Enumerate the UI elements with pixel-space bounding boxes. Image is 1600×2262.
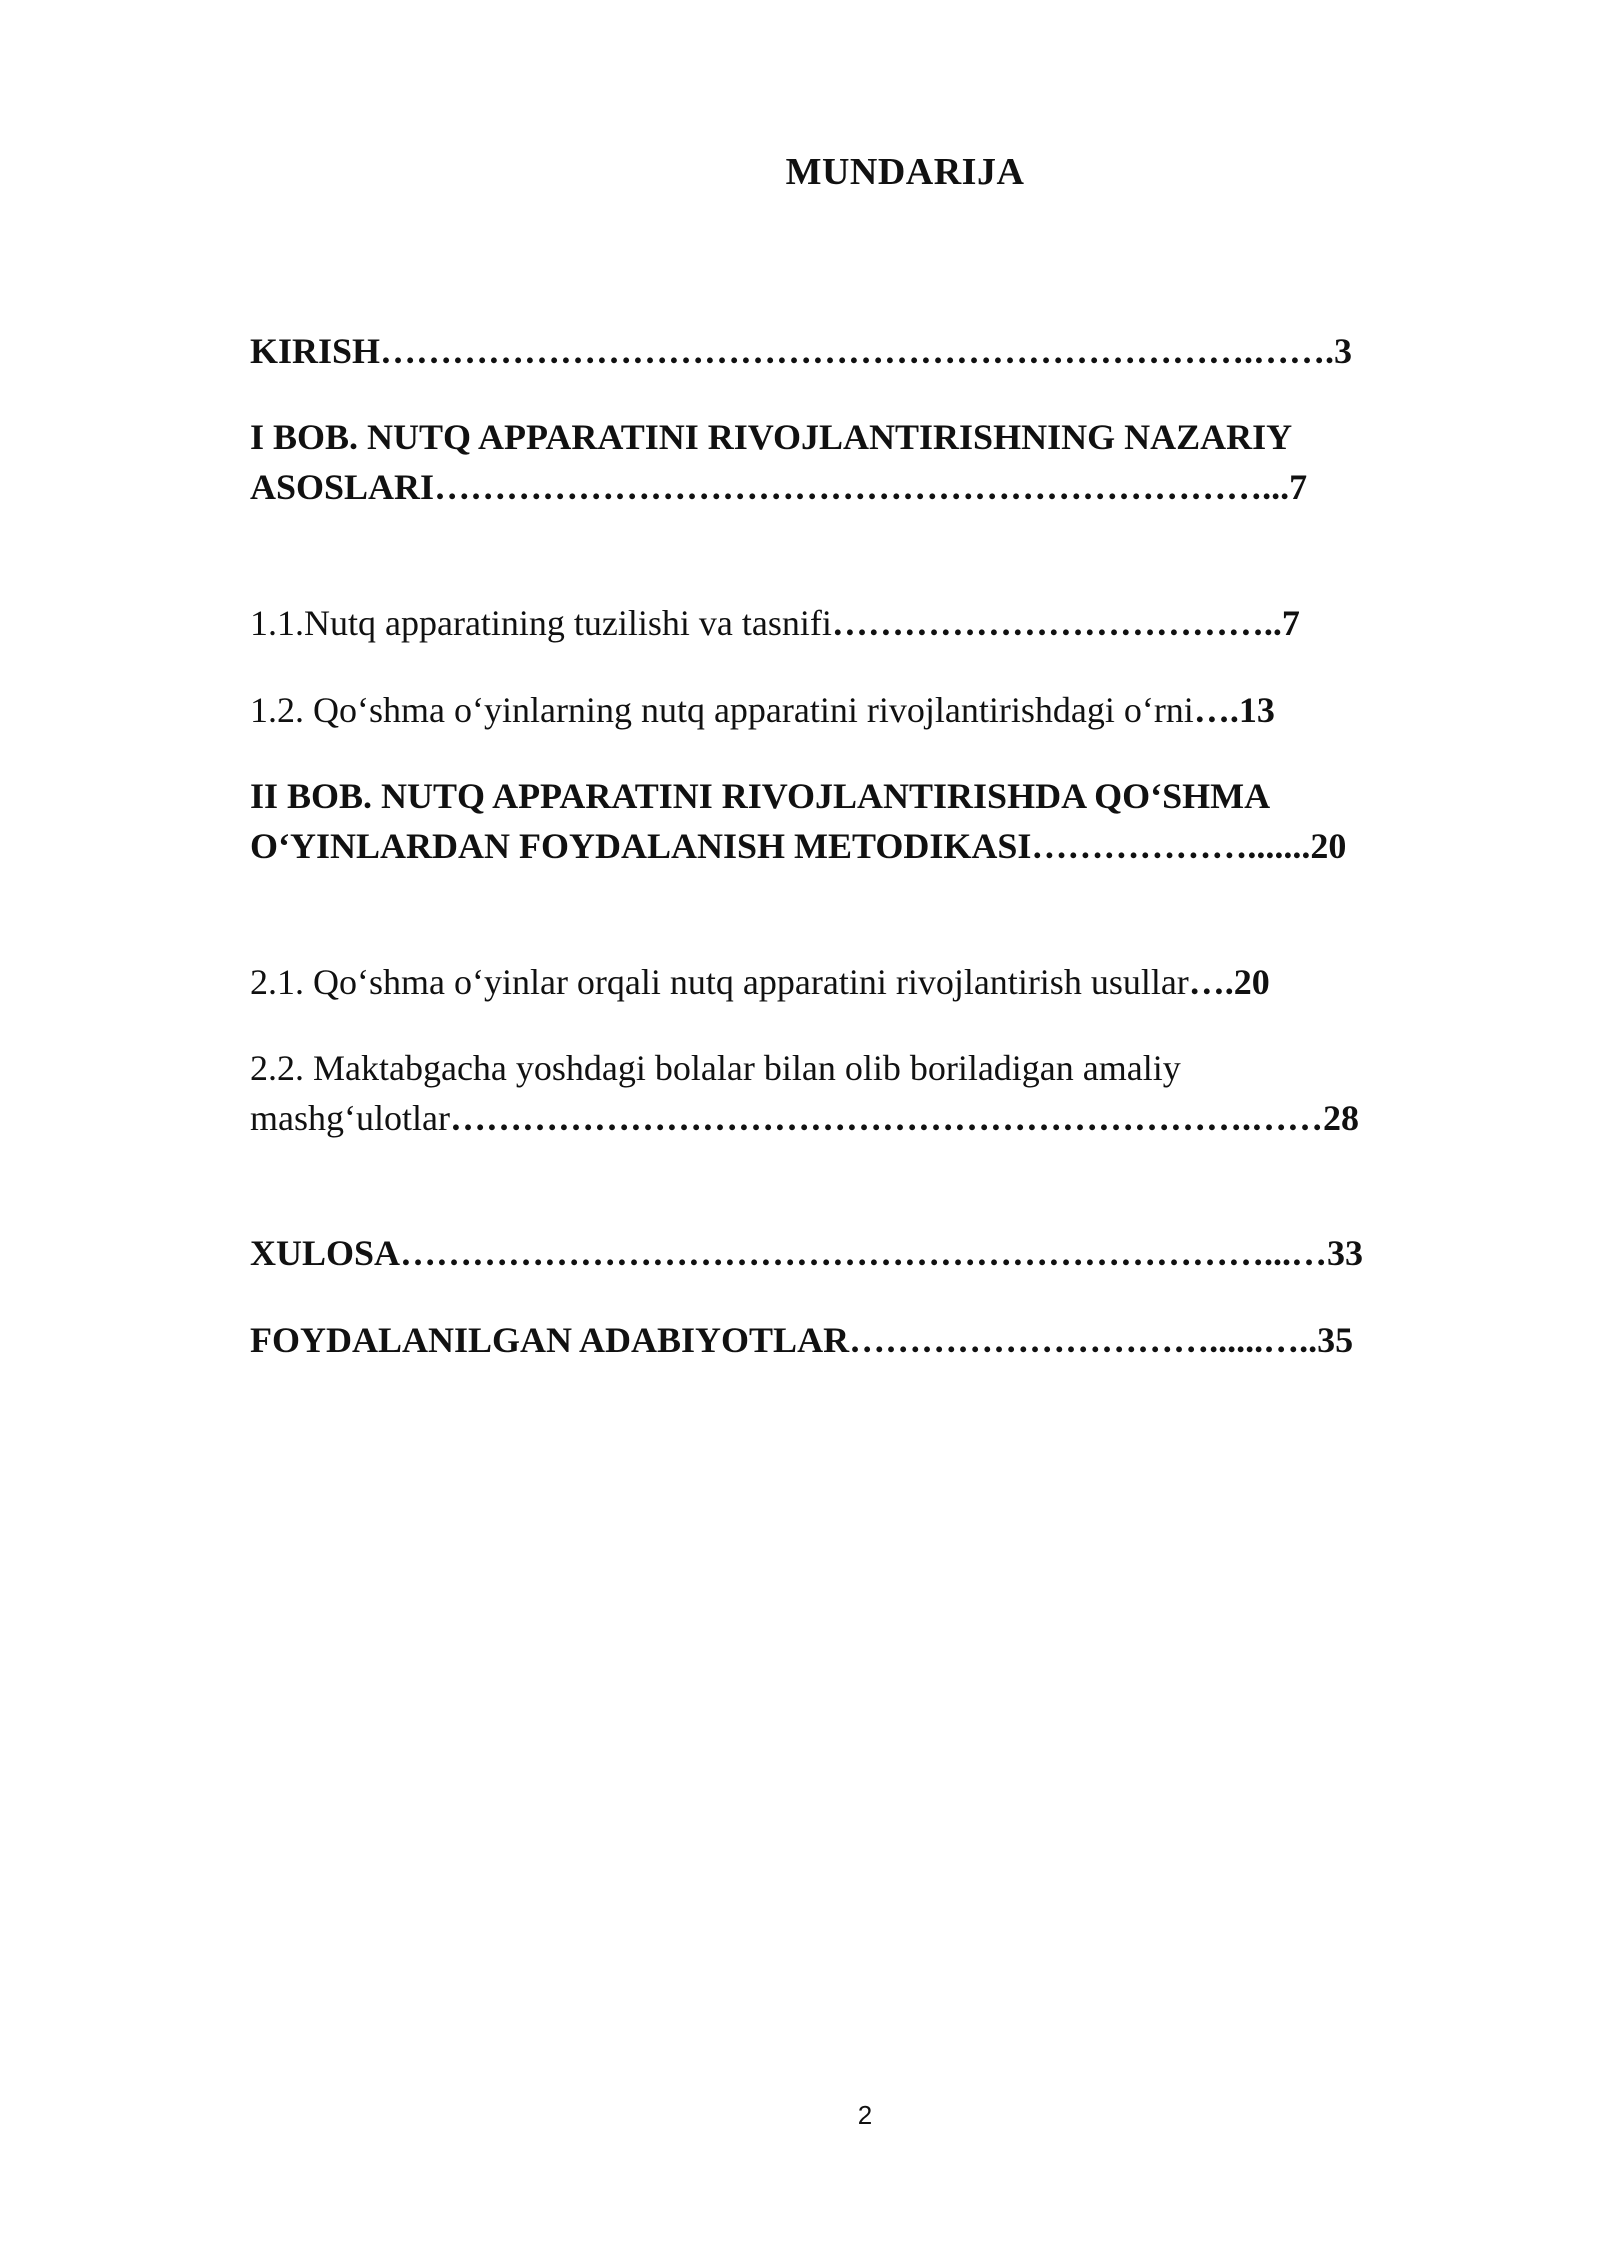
toc-dots: ……………………………………………………………... bbox=[434, 467, 1290, 507]
toc-entry-kirish[interactable] bbox=[250, 326, 1410, 376]
toc-page-number: 20 bbox=[1310, 826, 1347, 866]
toc-entry-text: FOYDALANILGAN ADABIYOTLAR bbox=[250, 1320, 850, 1360]
toc-entry-line: 2.2. Maktabgacha yoshdagi bolalar bilan olib boriladigan amaliy bbox=[250, 1048, 1181, 1088]
toc-page-number: 28 bbox=[1322, 1098, 1359, 1138]
toc-page-number: 3 bbox=[1334, 331, 1353, 371]
toc-entry-text: mashg‘ulotlar bbox=[250, 1098, 450, 1138]
toc-entry-line: II BOB. NUTQ APPARATINI RIVOJLANTIRISHDA QO‘SHMA bbox=[250, 776, 1271, 816]
toc-entry-section-1-2[interactable] bbox=[250, 685, 1410, 735]
page-title: MUNDARIJA bbox=[785, 151, 1025, 193]
toc-dots: …. bbox=[1193, 690, 1239, 730]
toc-entry-section-1-1[interactable] bbox=[250, 598, 1410, 648]
toc-entry-text: KIRISH bbox=[250, 331, 381, 371]
toc-dots: …. bbox=[1188, 962, 1234, 1002]
toc-entry-text: 1.2. Qo‘shma o‘yinlarning nutq apparatini rivojlantirishdagi o‘rni bbox=[250, 690, 1194, 730]
toc-dots: ………………………………………………………………...… bbox=[400, 1233, 1328, 1273]
toc-entry-section-2-2[interactable] bbox=[250, 1043, 1410, 1143]
toc-dots: ……………………………….. bbox=[831, 603, 1282, 643]
toc-page-number: 20 bbox=[1233, 962, 1270, 1002]
toc-page-number: 7 bbox=[1281, 603, 1300, 643]
toc-page-number: 35 bbox=[1317, 1320, 1354, 1360]
toc-entry-line: I BOB. NUTQ APPARATINI RIVOJLANTIRISHNING NAZARIY bbox=[250, 417, 1293, 457]
toc-entry-text: ASOSLARI bbox=[250, 467, 435, 507]
toc-dots: ………………………………………………………….…… bbox=[449, 1098, 1323, 1138]
toc-entry-text: O‘YINLARDAN FOYDALANISH METODIKASI bbox=[250, 826, 1032, 866]
toc-entry-text: 2.1. Qo‘shma o‘yinlar orqali nutq apparatini rivojlantirish usullar bbox=[250, 962, 1189, 1002]
toc-entry-text: XULOSA bbox=[250, 1233, 401, 1273]
toc-entry-chapter-2[interactable] bbox=[250, 771, 1410, 871]
toc-dots: …………………………......….. bbox=[849, 1320, 1318, 1360]
toc-entry-text: 1.1.Nutq apparatining tuzilishi va tasnifi bbox=[250, 603, 832, 643]
toc-entry-chapter-1[interactable] bbox=[250, 412, 1410, 512]
footer-page-number: 2 bbox=[857, 2100, 873, 2130]
toc-entry-references[interactable] bbox=[250, 1315, 1410, 1365]
toc-page-number: 13 bbox=[1238, 690, 1275, 730]
toc-entry-section-2-1[interactable] bbox=[250, 957, 1410, 1007]
toc-entry-xulosa[interactable] bbox=[250, 1228, 1410, 1278]
toc-page-number: 33 bbox=[1327, 1233, 1364, 1273]
toc-dots: ……………………………………………………………….……. bbox=[380, 331, 1335, 371]
toc-page-number: 7 bbox=[1289, 467, 1308, 507]
toc-dots: ………………....... bbox=[1031, 826, 1311, 866]
